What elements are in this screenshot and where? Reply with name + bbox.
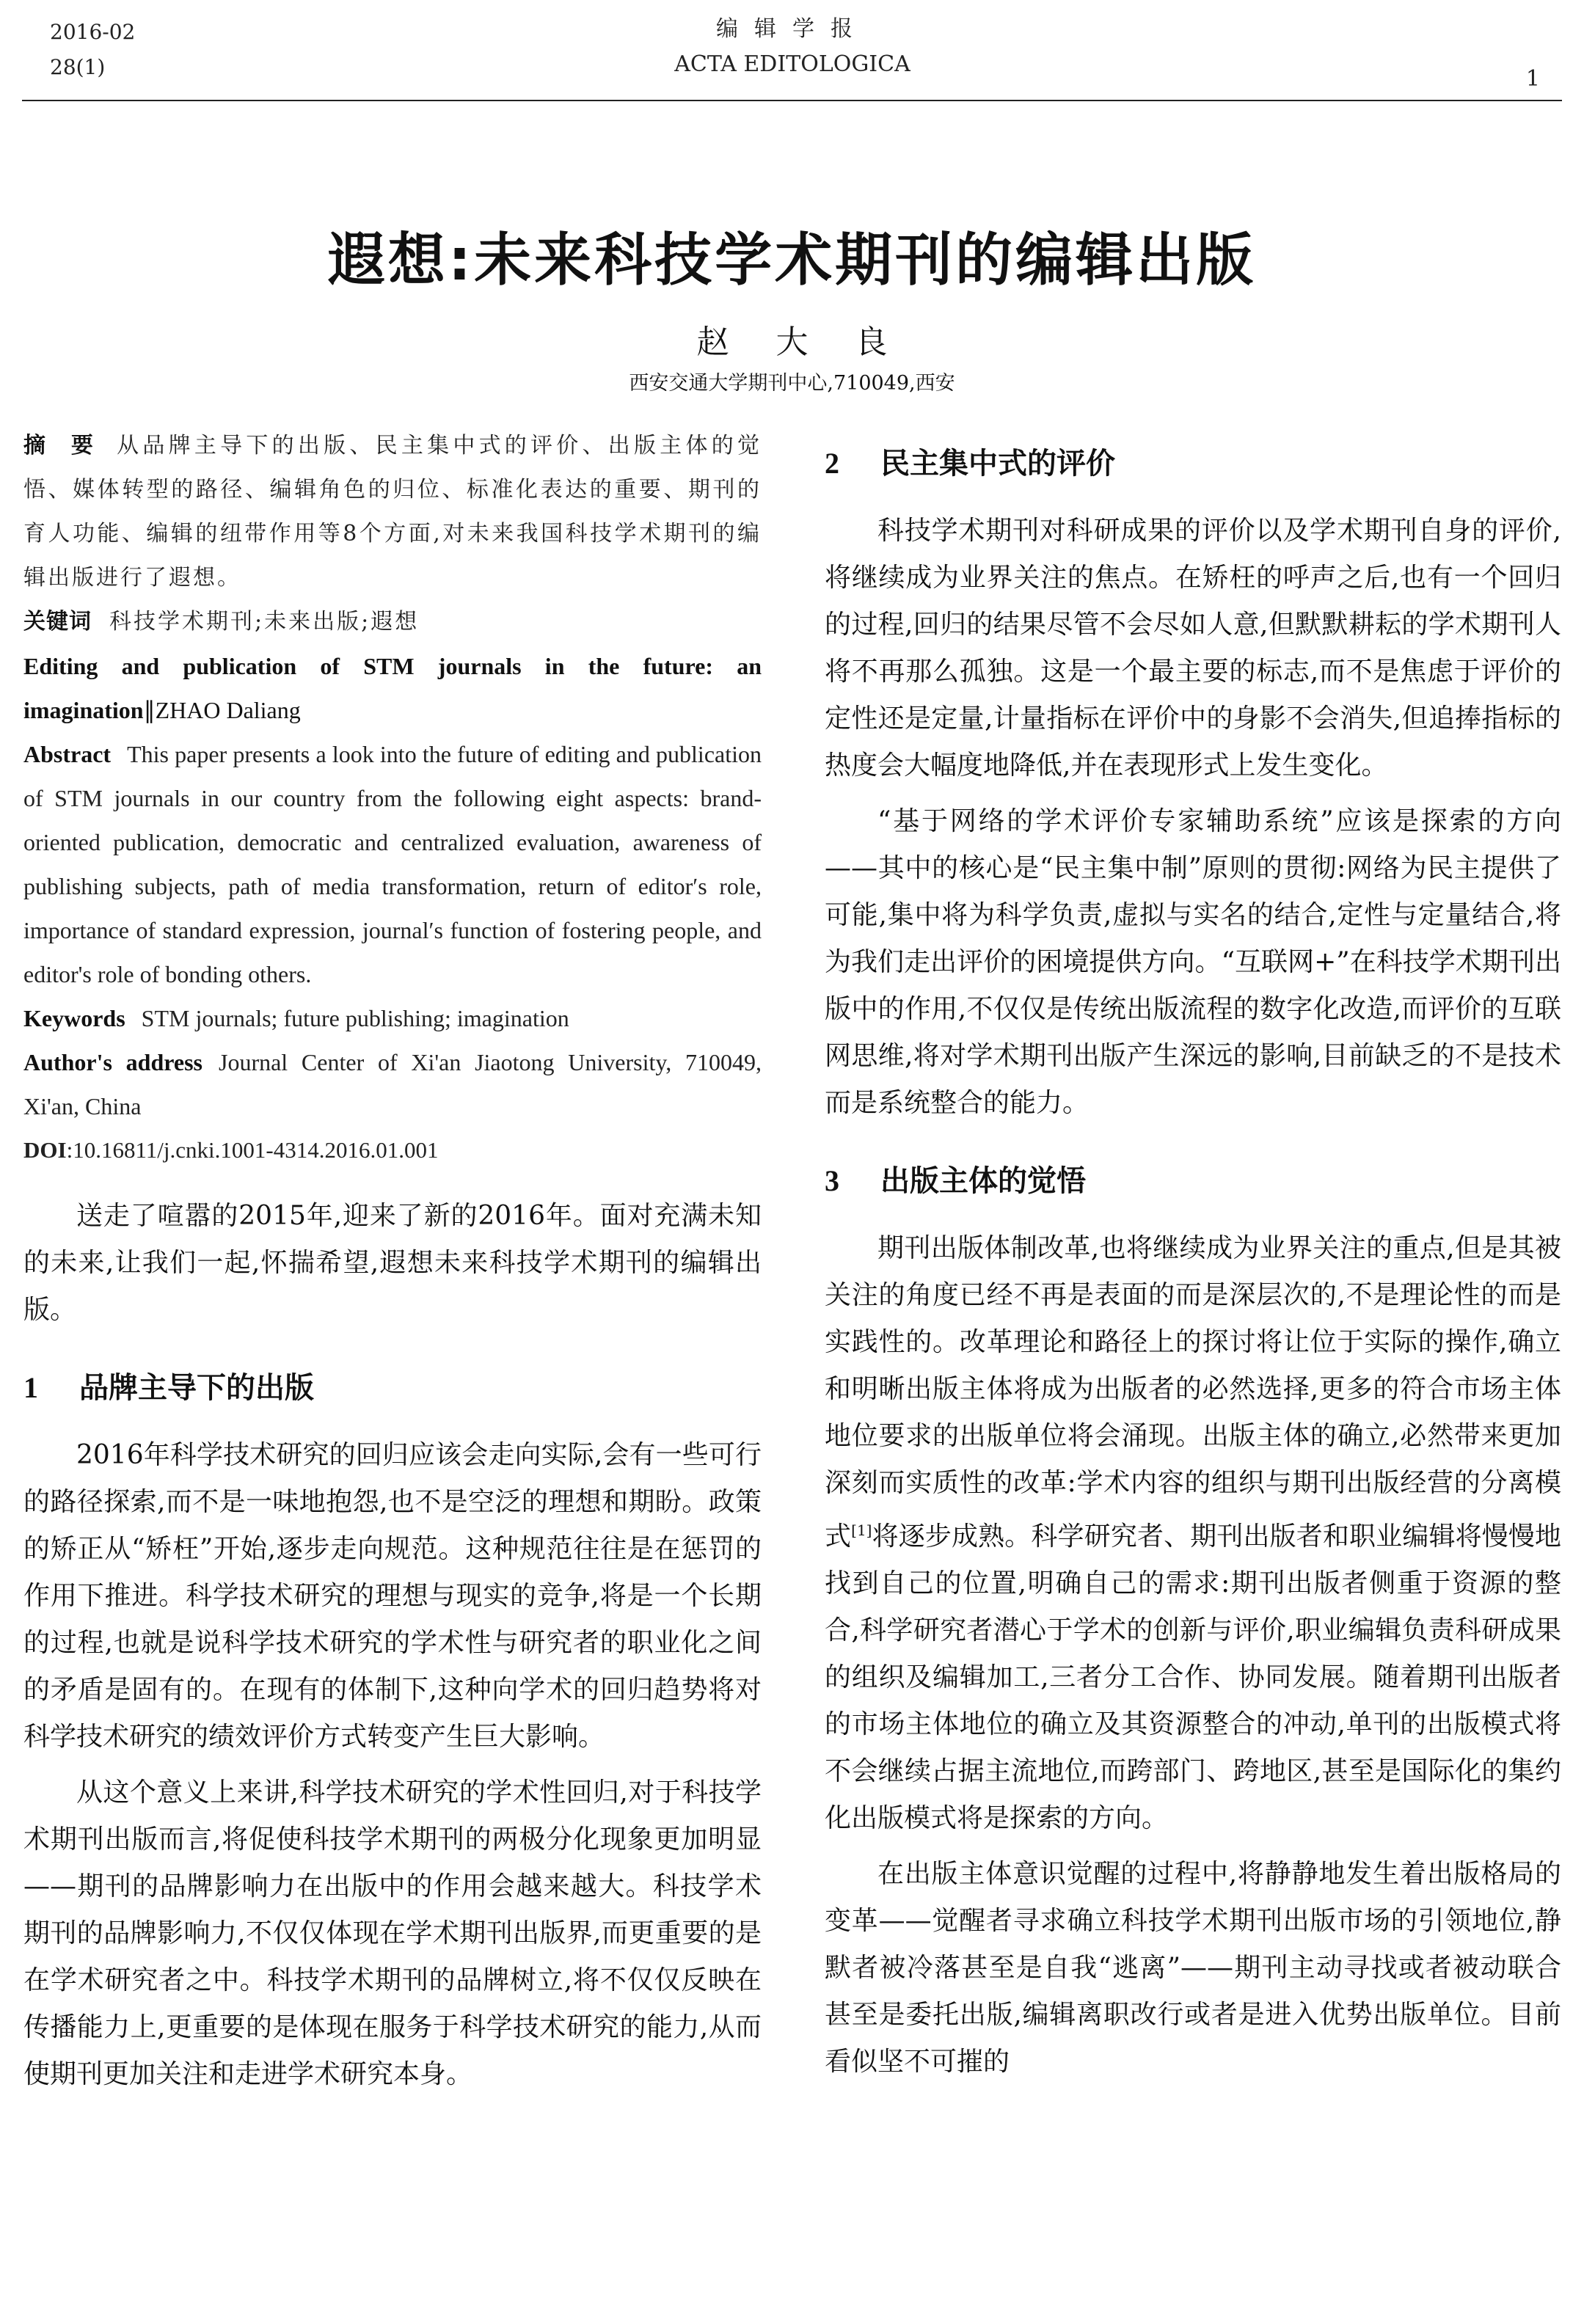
issue-volume: 28(1) <box>50 55 106 79</box>
issue-year: 2016-02 <box>50 20 136 44</box>
section-2-paragraph-1: 科技学术期刊对科研成果的评价以及学术期刊自身的评价,将继续成为业界关注的焦点。在矫枉的呼声之后,也有一个回归的过程,回归的结果尽管不会尽如人意,但默默耕耘的学术期刊人将不再那么孤独。这是一个最主要的标志,而不是焦虑于评价的定性还是定量,计量指标在评价中的身影不会消失,但追捧指标的热度会大幅度地降低,并在表现形式上发生变化。 <box>825 516 1561 781</box>
author-address-text: Journal Center of Xi'an Jiaotong University, 710049, Xi'an, China <box>23 1049 762 1119</box>
abstract-en-label: Abstract <box>23 741 112 767</box>
abstract-cn-label: 摘 要 <box>23 433 103 458</box>
section-1-paragraph-2: 从这个意义上来讲,科学技术研究的学术性回归,对于科技学术期刊出版而言,将促使科技学术期刊的两极分化现象更加明显——期刊的品牌影响力在出版中的作用会越来越大。科技学术期刊的品牌影响力,不仅仅体现在学术期刊出版界,而更重要的是在学术研究者之中。科技学术期刊的品牌树立,将不仅仅反映在传播能力上,更重要的是体现在服务于科学技术研究的能力,从而使期刊更加关注和走进学术研究本身。 <box>23 1777 762 2089</box>
abstract-en-text: This paper presents a look into the future of editing and publication of STM journals in our country from the following eight aspects: brand-oriented publication, democratic and centralized evaluation, awareness of publishing subjects, path of media transformation, return of editor′s role, importance of standard expression, journal′s function of fostering people, and editor's role of bonding others. <box>23 741 762 987</box>
keywords-en <box>23 996 762 1040</box>
author-address <box>23 1040 762 1128</box>
keywords-cn-label: 关键词 <box>23 609 92 635</box>
section-1-heading <box>23 1366 762 1410</box>
journal-name <box>514 12 1071 82</box>
section-1-number: 1 <box>23 1371 38 1404</box>
intro-paragraph: 送走了喧嚣的2015年,迎来了新的2016年。面对充满未知的未来,让我们一起,怀揣希望,遐想未来科技学术期刊的编辑出版。 <box>23 1201 762 1325</box>
section-3-number: 3 <box>825 1164 839 1197</box>
issue-info <box>50 15 135 85</box>
doi-text: :10.16811/j.cnki.1001-4314.2016.01.001 <box>66 1137 439 1163</box>
author-affiliation: 西安交通大学期刊中心,710049,西安 <box>629 372 955 395</box>
section-2-number: 2 <box>825 447 839 480</box>
abstract-en <box>23 732 762 996</box>
right-column <box>825 424 1561 2086</box>
left-column <box>23 424 762 2098</box>
keywords-en-label: Keywords <box>23 1005 125 1031</box>
author-address-label: Author's address <box>23 1049 202 1075</box>
section-2-paragraph-2: “基于网络的学术评价专家辅助系统”应该是探索的方向——其中的核心是“民主集中制”原则的贯彻:网络为民主提供了可能,集中将为科学负责,虚拟与实名的结合,定性与定量结合,将为我们走出评价的困境提供方向。“互联网+”在科技学术期刊出版中的作用,不仅仅是传统出版流程的数字化改造,而评价的互联网思维,将对学术期刊出版产生深远的影响,目前缺乏的不是技术而是系统整合的能力。 <box>825 806 1561 1118</box>
abstract-cn <box>23 424 762 600</box>
section-3-paragraph-1-part-a: 期刊出版体制改革,也将继续成为业界关注的重点,但是其被关注的角度已经不再是表面的而是深层次的,不是理论性的而是实践性的。改革理论和路径上的探讨将让位于实际的操作,确立和明晰出版主体将成为出版者的必然选择,更多的符合市场主体地位要求的出版单位将会涌现。出版主体的确立,必然带来更加深刻而实质性的改革:学术内容的组织与期刊出版经营的分离模式 <box>825 1233 1561 1552</box>
section-3-paragraph-1 <box>825 1225 1561 1842</box>
english-title <box>23 644 762 732</box>
section-2-heading <box>825 442 1561 486</box>
keywords-cn <box>23 600 762 644</box>
english-author: ∥ZHAO Daliang <box>143 697 301 723</box>
section-3-paragraph-2: 在出版主体意识觉醒的过程中,将静静地发生着出版格局的变革——觉醒者寻求确立科技学术期刊出版市场的引领地位,静默者被冷落甚至是自我“逃离”——期刊主动寻找或者被动联合甚至是委托出版,编辑离职改行或者是进入优势出版单位。目前看似坚不可摧的 <box>825 1859 1561 2077</box>
header-rule <box>22 100 1562 101</box>
journal-name-en: ACTA EDITOLOGICA <box>674 51 910 77</box>
citation-1[interactable]: [1] <box>851 1521 872 1539</box>
english-title-text: Editing and publication of STM journals in the future: an imagination <box>23 653 762 723</box>
abstract-cn-text: 从品牌主导下的出版、民主集中式的评价、出版主体的觉悟、媒体转型的路径、编辑角色的归位、标准化表达的重要、期刊的育人功能、编辑的纽带作用等8个方面,对未来我国科技学术期刊的编辑出版进行了遐想。 <box>23 433 762 591</box>
section-2-title: 民主集中式的评价 <box>880 447 1115 480</box>
page-number: 1 <box>1525 66 1540 92</box>
section-3-paragraph-1-part-b: 将逐步成熟。科学研究者、期刊出版者和职业编辑将慢慢地找到自己的位置,明确自己的需求:期刊出版者侧重于资源的整合,科学研究者潜心于学术的创新与评价,职业编辑负责科研成果的组织及编辑加工,三者分工合作、协同发展。随着期刊出版者的市场主体地位的确立及其资源整合的冲动,单刊的出版模式将不会继续占据主流地位,而跨部门、跨地区,甚至是国际化的集约化出版模式将是探索的方向。 <box>825 1521 1561 1833</box>
doi <box>23 1128 762 1172</box>
article-author: 赵大良 <box>696 324 935 361</box>
section-1-paragraph-1: 2016年科学技术研究的回归应该会走向实际,会有一些可行的路径探索,而不是一味地抱怨,也不是空泛的理想和期盼。政策的矫正从“矫枉”开始,逐步走向规范。这种规范往往是在惩罚的作用下推进。科学技术研究的理想与现实的竞争,将是一个长期的过程,也就是说科学技术研究的学术性与研究者的职业化之间的矛盾是固有的。在现有的体制下,这种向学术的回归趋势将对科学技术研究的绩效评价方式转变产生巨大影响。 <box>23 1440 762 1752</box>
journal-name-cn: 编辑学报 <box>716 16 869 42</box>
section-1-title: 品牌主导下的出版 <box>79 1371 314 1405</box>
doi-label: DOI <box>23 1137 67 1163</box>
section-3-heading <box>825 1159 1561 1203</box>
article-title: 遐想:未来科技学术期刊的编辑出版 <box>327 227 1257 293</box>
section-3-title: 出版主体的觉悟 <box>880 1164 1086 1198</box>
keywords-cn-text: 科技学术期刊;未来出版;遐想 <box>109 609 420 635</box>
keywords-en-text: STM journals; future publishing; imagination <box>141 1005 569 1031</box>
